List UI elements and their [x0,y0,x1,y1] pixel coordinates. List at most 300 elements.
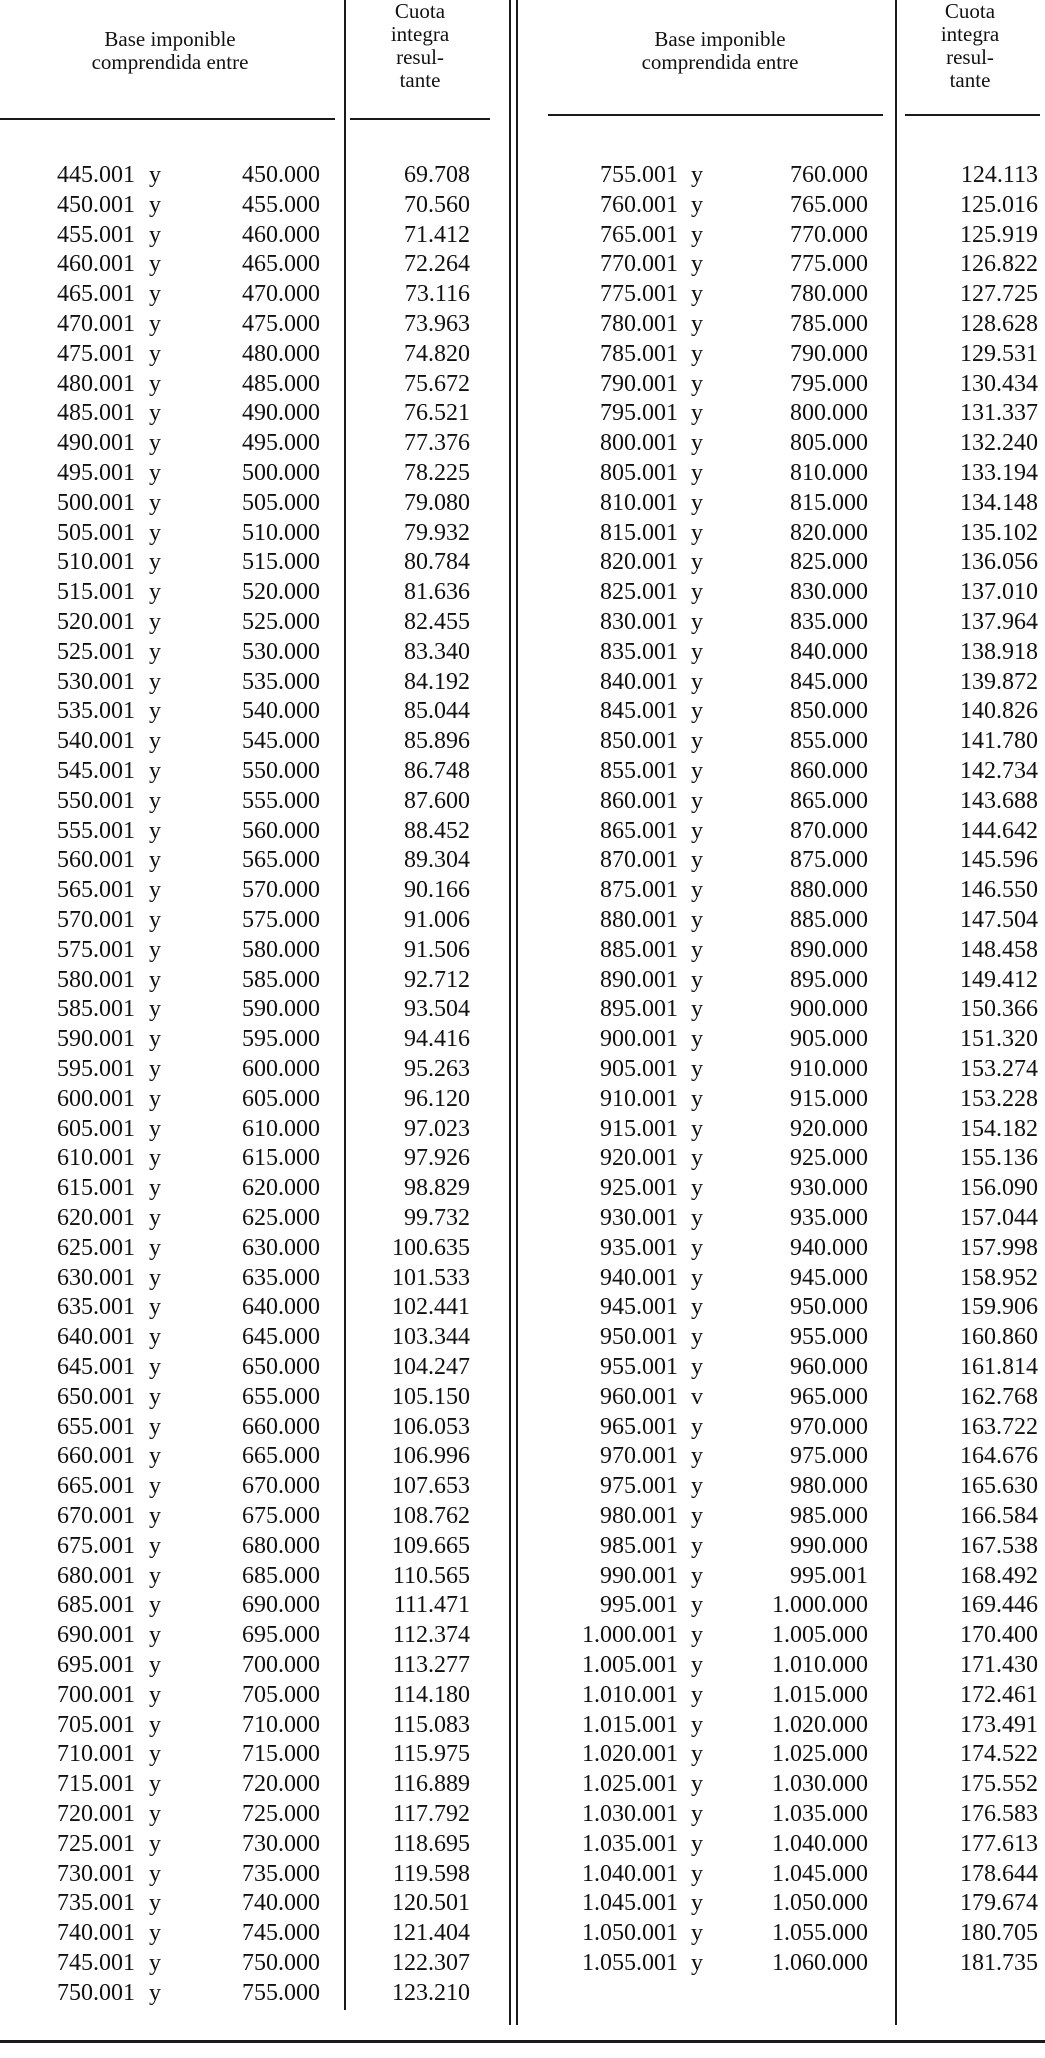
range-conjunction: y [691,1056,703,1082]
range-from: 535.001 [57,698,135,725]
table-row [0,1143,500,1173]
range-conjunction: y [691,370,703,397]
range-conjunction: y [691,1324,703,1351]
range-conjunction: y [149,1920,161,1947]
right-cuota-header-line2: integra [940,22,1000,46]
table-row [548,1203,1045,1233]
range-to: 930.000 [790,1175,868,1202]
cuota-value: 104.247 [392,1354,470,1380]
range-conjunction: y [691,311,703,337]
table-row [0,1918,500,1948]
range-conjunction: y [149,1175,161,1202]
table-row [0,726,500,756]
range-conjunction: y [149,221,161,248]
range-from: 660.001 [57,1443,135,1470]
table-row [548,845,1045,875]
cuota-value: 114.180 [392,1681,470,1708]
range-conjunction: y [691,340,703,367]
range-conjunction: y [691,1532,703,1559]
range-to: 840.000 [790,638,868,665]
range-to: 940.000 [790,1234,868,1261]
range-to: 630.000 [242,1234,320,1261]
cuota-value: 80.784 [404,549,470,576]
range-conjunction: y [149,1056,161,1082]
cuota-value: 143.688 [960,787,1038,814]
range-from: 605.001 [57,1115,135,1142]
range-from: 915.001 [600,1115,678,1142]
table-row [548,1143,1045,1173]
range-from: 450.001 [57,191,135,218]
table-row [548,1054,1045,1084]
range-conjunction: y [149,191,161,218]
range-to: 770.000 [790,221,868,248]
table-row [0,1352,500,1382]
cuota-value: 112.374 [392,1622,470,1649]
right-base-header [555,28,885,74]
cuota-value: 173.491 [960,1711,1038,1738]
table-row [0,1859,500,1889]
table-row [548,190,1045,220]
table-row [548,1710,1045,1740]
range-from: 690.001 [57,1622,135,1649]
range-from: 940.001 [600,1264,678,1291]
cuota-value: 108.762 [392,1503,470,1529]
range-to: 710.000 [242,1711,320,1738]
range-from: 730.001 [57,1860,135,1887]
cuota-value: 69.708 [404,162,470,188]
range-conjunction: y [149,251,161,278]
range-from: 675.001 [57,1532,135,1559]
range-to: 995.001 [790,1562,868,1589]
range-from: 765.001 [600,221,678,248]
table-row [0,1710,500,1740]
range-to: 725.000 [242,1801,320,1827]
table-row [0,1114,500,1144]
range-to: 685.000 [242,1562,320,1589]
range-to: 980.000 [790,1473,868,1500]
range-to: 730.000 [242,1830,320,1857]
range-from: 905.001 [600,1056,678,1082]
range-conjunction: y [691,489,703,516]
range-to: 890.000 [790,936,868,963]
table-row [548,696,1045,726]
range-conjunction: y [149,1503,161,1529]
range-conjunction: y [149,579,161,606]
cuota-value: 153.228 [960,1085,1038,1112]
range-from: 870.001 [600,847,678,874]
table-row [0,428,500,458]
cuota-value: 134.148 [960,489,1038,516]
range-conjunction: y [149,340,161,367]
table-row [0,786,500,816]
range-conjunction: y [149,1085,161,1112]
cuota-value: 158.952 [960,1264,1038,1291]
range-conjunction: y [149,698,161,725]
range-to: 735.000 [242,1860,320,1887]
range-to: 860.000 [790,758,868,784]
cuota-value: 151.320 [960,1026,1038,1053]
range-conjunction: y [149,430,161,457]
table-row [0,1799,500,1829]
range-from: 680.001 [57,1562,135,1589]
range-from: 475.001 [57,340,135,367]
range-from: 1.005.001 [582,1652,678,1678]
range-from: 820.001 [600,549,678,576]
table-row [548,905,1045,935]
range-to: 895.000 [790,966,868,993]
range-from: 735.001 [57,1890,135,1917]
range-from: 520.001 [57,609,135,635]
range-to: 640.000 [242,1294,320,1321]
range-conjunction: y [149,1741,161,1768]
cuota-value: 157.044 [960,1205,1038,1231]
range-conjunction: y [149,847,161,874]
range-conjunction: y [149,370,161,397]
table-row [0,667,500,697]
table-row [0,220,500,250]
left-header-rule [0,118,335,120]
range-to: 825.000 [790,549,868,576]
range-to: 695.000 [242,1622,320,1649]
range-conjunction: y [149,1950,161,1976]
cuota-value: 105.150 [392,1383,470,1410]
range-to: 745.000 [242,1920,320,1947]
range-conjunction: y [691,907,703,933]
range-to: 805.000 [790,430,868,457]
table-row [548,339,1045,369]
table-row [0,488,500,518]
range-to: 970.000 [790,1413,868,1440]
range-from: 1.030.001 [582,1801,678,1827]
range-from: 745.001 [57,1950,135,1976]
range-conjunction: y [691,1562,703,1589]
left-base-header [10,28,330,74]
range-conjunction: y [691,579,703,606]
cuota-value: 155.136 [960,1145,1038,1172]
range-from: 840.001 [600,668,678,695]
cuota-value: 102.441 [392,1294,470,1321]
cuota-value: 90.166 [404,877,470,904]
table-row [548,369,1045,399]
table-row [548,1888,1045,1918]
cuota-value: 91.506 [404,936,470,963]
range-to: 465.000 [242,251,320,278]
table-row [548,1739,1045,1769]
range-to: 795.000 [790,370,868,397]
table-row [548,1680,1045,1710]
range-conjunction: y [149,1890,161,1917]
table-row [548,249,1045,279]
range-to: 615.000 [242,1145,320,1172]
range-from: 655.001 [57,1413,135,1440]
table-row [0,1531,500,1561]
table-row [548,756,1045,786]
range-conjunction: y [691,1264,703,1291]
table-row [0,1769,500,1799]
range-conjunction: y [691,1473,703,1500]
range-from: 1.000.001 [582,1622,678,1649]
cuota-value: 78.225 [404,460,470,486]
range-to: 700.000 [242,1652,320,1678]
cuota-value: 82.455 [404,609,470,635]
range-to: 670.000 [242,1473,320,1500]
range-to: 870.000 [790,817,868,844]
range-to: 1.010.000 [772,1652,868,1678]
table-row [548,1471,1045,1501]
range-conjunction: y [691,430,703,457]
range-from: 625.001 [57,1234,135,1261]
range-conjunction: y [149,1115,161,1142]
range-from: 595.001 [57,1056,135,1082]
range-to: 450.000 [242,162,320,188]
range-from: 980.001 [600,1503,678,1529]
range-conjunction: y [149,758,161,784]
range-from: 850.001 [600,728,678,755]
table-row [0,1888,500,1918]
range-from: 920.001 [600,1145,678,1172]
range-to: 830.000 [790,579,868,606]
range-to: 510.000 [242,519,320,546]
range-to: 875.000 [790,847,868,874]
cuota-value: 123.210 [392,1979,470,2006]
range-from: 720.001 [57,1801,135,1827]
range-conjunction: y [691,1681,703,1708]
range-from: 775.001 [600,281,678,308]
range-to: 590.000 [242,996,320,1023]
table-row [0,1263,500,1293]
range-conjunction: y [149,1383,161,1410]
range-from: 855.001 [600,758,678,784]
table-row [0,607,500,637]
bottom-rule [0,2040,1045,2043]
range-from: 635.001 [57,1294,135,1321]
range-from: 825.001 [600,579,678,606]
range-to: 665.000 [242,1443,320,1470]
range-to: 565.000 [242,847,320,874]
range-to: 475.000 [242,311,320,337]
range-to: 985.000 [790,1503,868,1529]
range-from: 805.001 [600,460,678,486]
range-from: 930.001 [600,1205,678,1231]
range-from: 750.001 [57,1979,135,2006]
range-from: 1.020.001 [582,1741,678,1768]
table-row [548,547,1045,577]
range-conjunction: y [691,966,703,993]
cuota-value: 146.550 [960,877,1038,904]
range-to: 1.000.000 [772,1592,868,1619]
range-to: 690.000 [242,1592,320,1619]
range-from: 580.001 [57,966,135,993]
range-to: 575.000 [242,907,320,933]
cuota-value: 139.872 [960,668,1038,695]
range-conjunction: y [149,1771,161,1798]
cuota-value: 99.732 [404,1205,470,1231]
range-to: 990.000 [790,1532,868,1559]
range-to: 1.055.000 [772,1920,868,1947]
range-from: 650.001 [57,1383,135,1410]
range-from: 860.001 [600,787,678,814]
range-to: 490.000 [242,400,320,427]
range-to: 570.000 [242,877,320,904]
range-from: 755.001 [600,162,678,188]
table-row [0,1322,500,1352]
cuota-value: 85.896 [404,728,470,755]
range-to: 650.000 [242,1354,320,1380]
cuota-value: 161.814 [960,1354,1038,1380]
left-cuota-header-line4: tante [399,68,441,92]
cuota-value: 154.182 [960,1115,1038,1142]
cuota-value: 115.975 [392,1741,470,1768]
range-from: 480.001 [57,370,135,397]
table-row [548,428,1045,458]
table-row [0,1233,500,1263]
range-to: 780.000 [790,281,868,308]
left-base-header-line1: Base imponible [104,27,236,51]
range-to: 675.000 [242,1503,320,1529]
table-row [0,458,500,488]
cuota-value: 159.906 [960,1294,1038,1321]
range-from: 1.040.001 [582,1860,678,1887]
range-from: 970.001 [600,1443,678,1470]
range-from: 460.001 [57,251,135,278]
range-conjunction: y [691,1443,703,1470]
table-row [0,577,500,607]
table-row [0,249,500,279]
range-to: 550.000 [242,758,320,784]
table-row [0,1978,500,2008]
table-row [0,816,500,846]
range-from: 530.001 [57,668,135,695]
range-conjunction: y [691,728,703,755]
range-conjunction: y [691,1950,703,1976]
table-row [0,547,500,577]
range-to: 635.000 [242,1264,320,1291]
cuota-value: 179.674 [960,1890,1038,1917]
range-to: 660.000 [242,1413,320,1440]
range-to: 540.000 [242,698,320,725]
table-row [0,1590,500,1620]
range-conjunction: y [149,1413,161,1440]
range-to: 480.000 [242,340,320,367]
range-from: 835.001 [600,638,678,665]
range-to: 645.000 [242,1324,320,1351]
table-row [0,905,500,935]
cuota-value: 149.412 [960,966,1038,993]
cuota-value: 136.056 [960,549,1038,576]
range-from: 670.001 [57,1503,135,1529]
table-row [548,994,1045,1024]
range-conjunction: y [691,162,703,188]
range-from: 1.055.001 [582,1950,678,1976]
cuota-value: 175.552 [960,1771,1038,1798]
range-to: 515.000 [242,549,320,576]
table-row [0,1054,500,1084]
range-from: 570.001 [57,907,135,933]
range-from: 490.001 [57,430,135,457]
range-from: 875.001 [600,877,678,904]
left-cuota-header-line3: resul- [396,45,444,69]
cuota-value: 141.780 [960,728,1038,755]
range-from: 925.001 [600,1175,678,1202]
range-from: 950.001 [600,1324,678,1351]
range-from: 1.045.001 [582,1890,678,1917]
cuota-value: 176.583 [960,1801,1038,1827]
table-row [548,1620,1045,1650]
table-row [548,637,1045,667]
range-to: 1.020.000 [772,1711,868,1738]
cuota-value: 88.452 [404,817,470,844]
table-row [548,458,1045,488]
range-to: 935.000 [790,1205,868,1231]
range-to: 865.000 [790,787,868,814]
range-conjunction: y [149,1234,161,1261]
cuota-value: 81.636 [404,579,470,606]
range-conjunction: y [149,787,161,814]
range-conjunction: y [149,1026,161,1053]
range-conjunction: y [691,936,703,963]
range-from: 770.001 [600,251,678,278]
range-to: 555.000 [242,787,320,814]
range-from: 465.001 [57,281,135,308]
range-conjunction: y [149,1532,161,1559]
table-row [548,816,1045,846]
range-conjunction: y [149,1652,161,1678]
range-conjunction: y [691,549,703,576]
range-conjunction: y [149,1145,161,1172]
right-cuota-header-line1: Cuota [944,0,996,23]
range-conjunction: y [691,1801,703,1827]
cuota-value: 144.642 [960,817,1038,844]
table-row [548,726,1045,756]
range-to: 1.005.000 [772,1622,868,1649]
table-row [0,1173,500,1203]
range-from: 615.001 [57,1175,135,1202]
cuota-value: 177.613 [960,1830,1038,1857]
range-from: 645.001 [57,1354,135,1380]
cuota-value: 73.116 [404,281,470,308]
cuota-value: 150.366 [960,996,1038,1023]
range-conjunction: y [149,400,161,427]
range-to: 1.025.000 [772,1741,868,1768]
range-conjunction: y [149,1830,161,1857]
table-row [0,1501,500,1531]
range-conjunction: y [149,907,161,933]
cuota-value: 97.023 [404,1115,470,1142]
range-from: 585.001 [57,996,135,1023]
range-from: 1.050.001 [582,1920,678,1947]
table-row [0,1382,500,1412]
range-from: 1.035.001 [582,1830,678,1857]
range-conjunction: y [149,489,161,516]
range-from: 630.001 [57,1264,135,1291]
range-to: 1.035.000 [772,1801,868,1827]
range-from: 780.001 [600,311,678,337]
table-row [0,1680,500,1710]
right-header-rule [548,114,883,116]
table-row [0,935,500,965]
range-to: 835.000 [790,609,868,635]
range-to: 905.000 [790,1026,868,1053]
cuota-value: 83.340 [404,638,470,665]
range-to: 495.000 [242,430,320,457]
cuota-value: 181.735 [960,1950,1038,1976]
range-conjunction: y [691,1830,703,1857]
range-to: 810.000 [790,460,868,486]
range-to: 1.045.000 [772,1860,868,1887]
range-from: 620.001 [57,1205,135,1231]
range-to: 535.000 [242,668,320,695]
table-row [548,309,1045,339]
